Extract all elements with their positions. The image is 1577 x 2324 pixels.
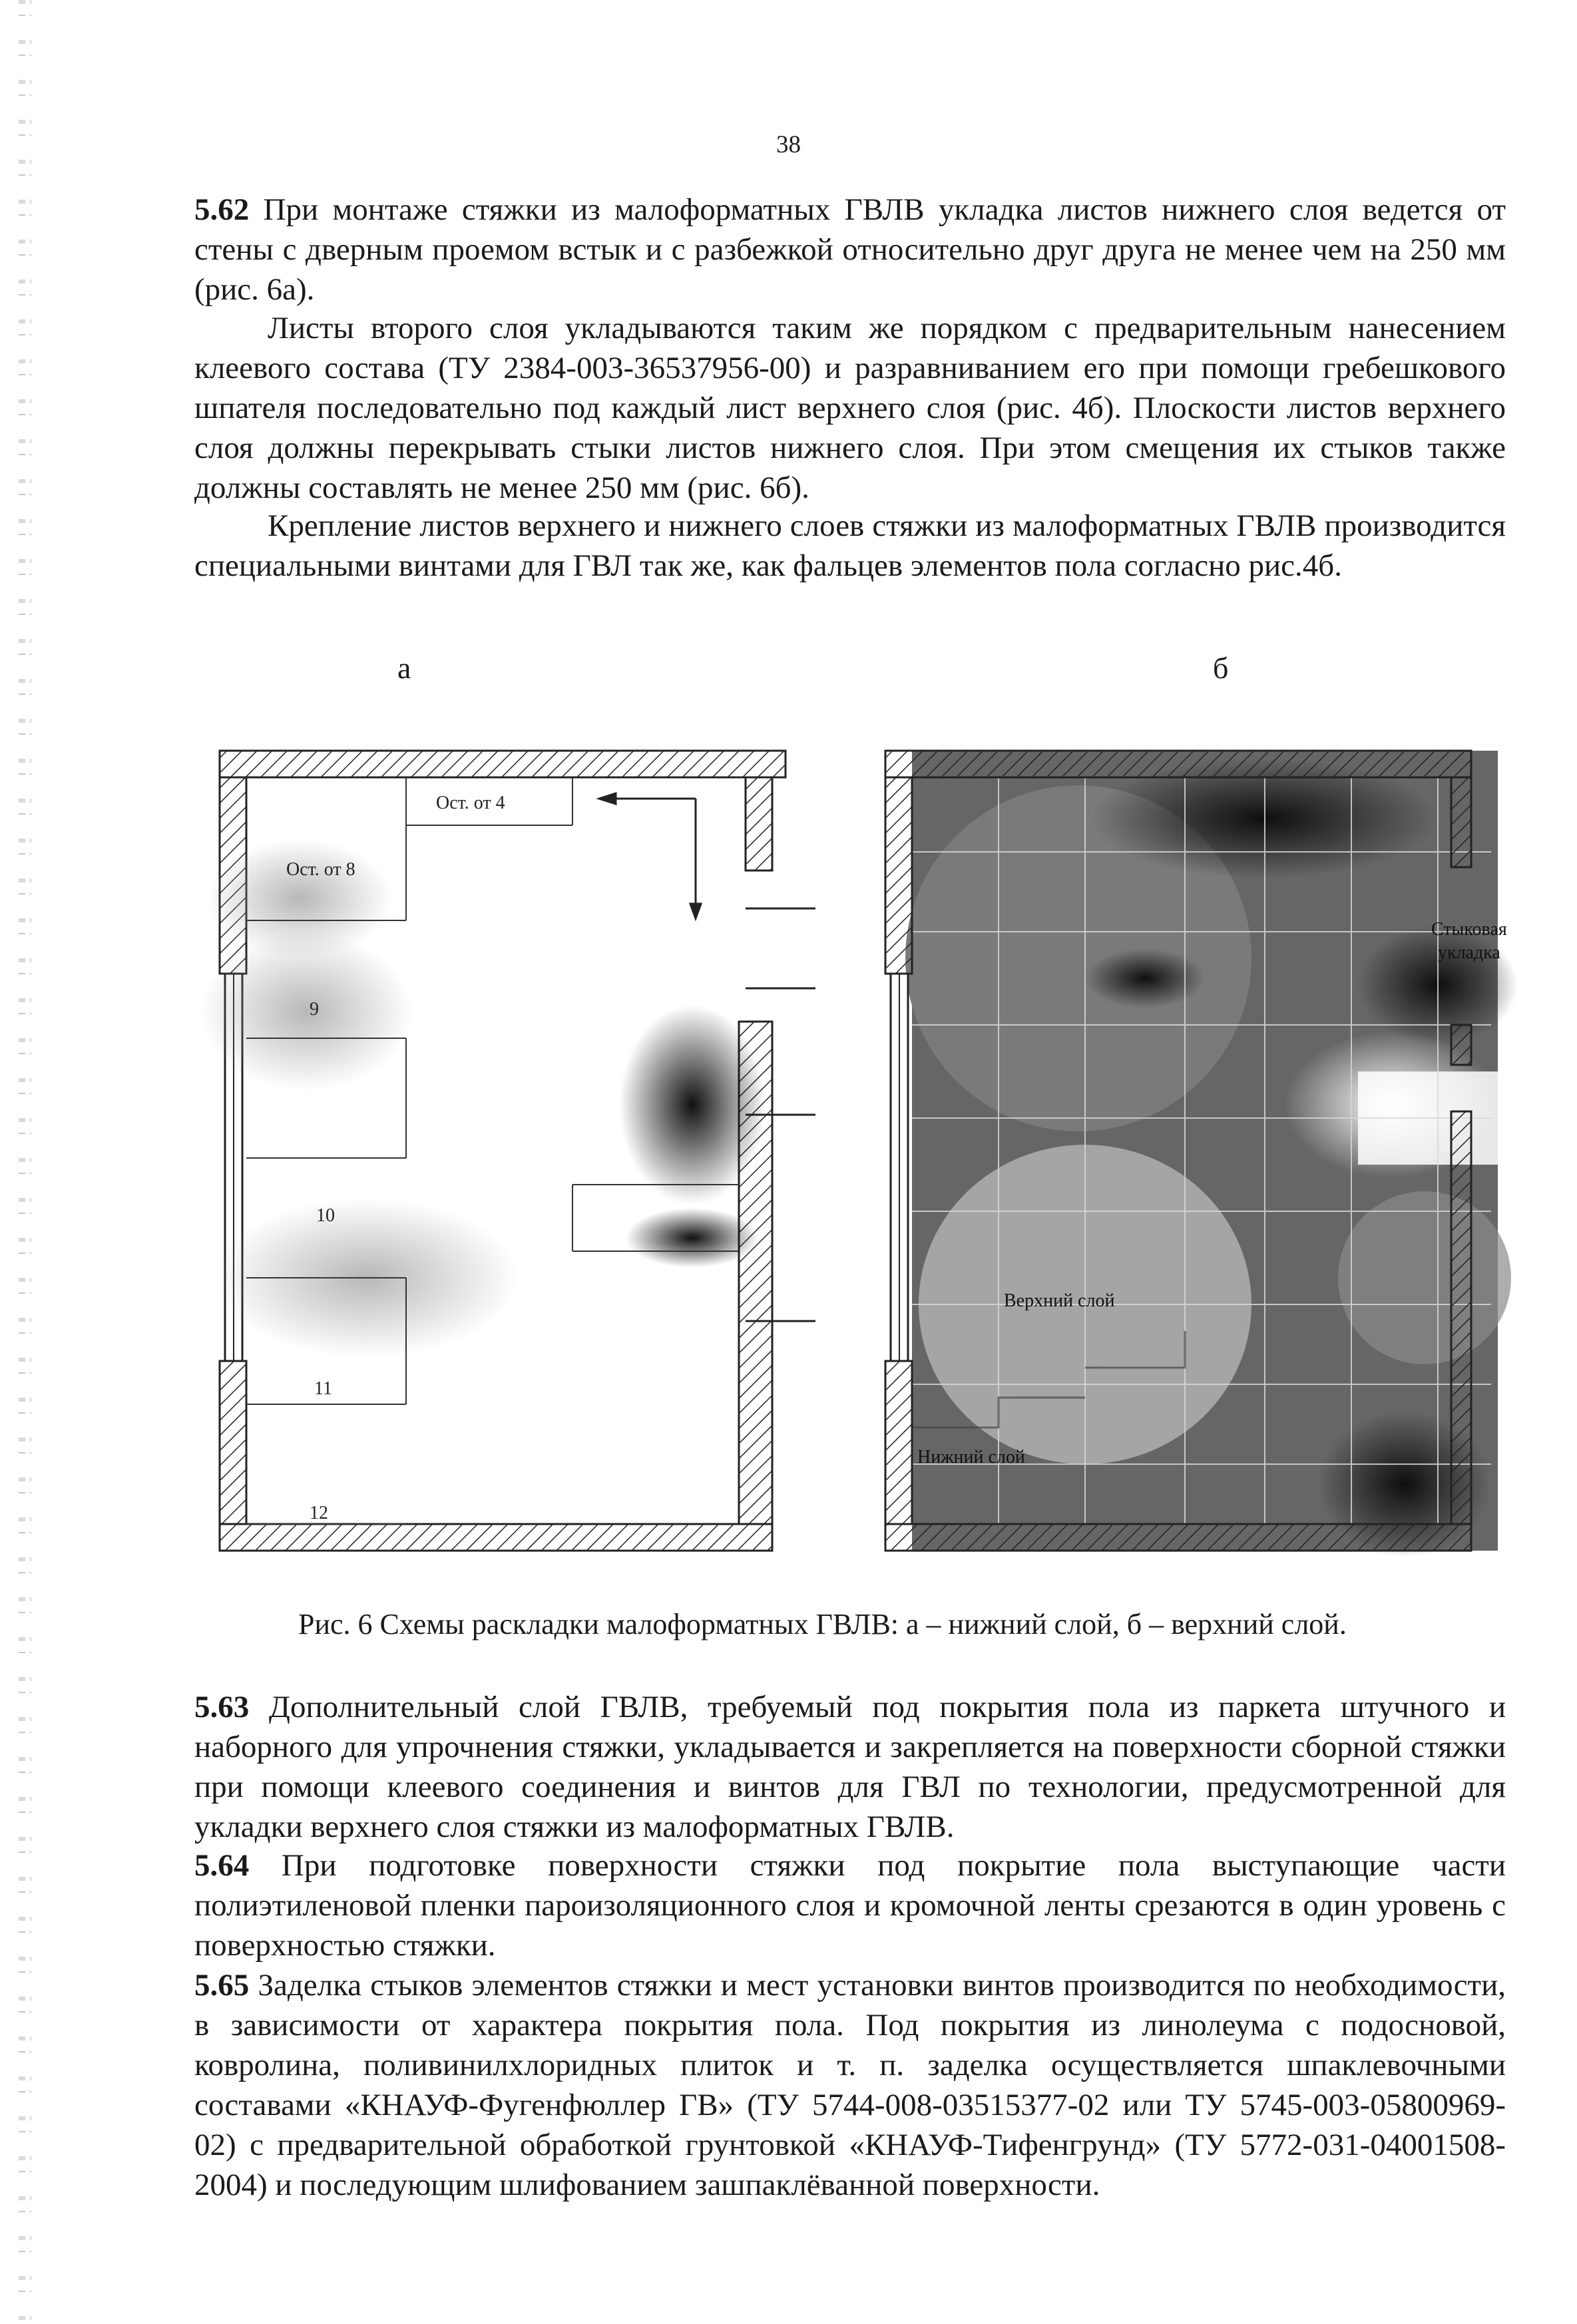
paragraph-5-62-fastening: Крепление листов верхнего и нижнего слоев стяжки из малоформатных ГВЛВ производится специальными винтами для ГВЛ так же, как фальцев элементов пола согласно рис.4б. (194, 508, 1506, 583)
right-wall-lower (1451, 1111, 1471, 1524)
clause-number: 5.62 (194, 192, 250, 227)
bottom-wall (885, 1524, 1471, 1551)
paragraph-5-65 (194, 1965, 1506, 2205)
scan-edge-artifact-secondary (29, 0, 32, 2324)
bottom-wall (220, 1524, 772, 1551)
clause-number: 5.63 (194, 1690, 250, 1724)
label-sheet-12: 12 (310, 1503, 328, 1523)
clause-text: При подготовке поверхности стяжки под покрытие пола выступающие части полиэтиленовой пленки пароизоляционного слоя и кромочной ленты срезаются в один уровень с поверхностью стяжки. (194, 1848, 1506, 1963)
label-sheet-10: 10 (316, 1205, 335, 1226)
figure-b-upper-layer-diagram (865, 732, 1531, 1571)
label-lower-layer: Нижний слой (917, 1447, 1025, 1467)
scan-edge-artifact (19, 0, 25, 2324)
label-sheet-9: 9 (310, 999, 319, 1020)
paragraph-5-64 (194, 1845, 1506, 1965)
figure-label-a: а (397, 651, 411, 685)
right-wall-upper (746, 777, 772, 871)
label-ost-8: Ост. от 8 (286, 859, 355, 880)
left-wall-lower (885, 1361, 912, 1524)
paragraph-5-63 (194, 1687, 1506, 1847)
page-number: 38 (776, 131, 801, 158)
clause-text: Заделка стыков элементов стяжки и мест установки винтов производится по необходимости, в зависимости от характера покрытия пола. Под покрытия из линолеума с подосновой, ковролина, поливинилхлоридных плиток и т. п. заделка осуществляется шпаклевочными составами «КНАУФ-Фугенфюллер ГВ» (ТУ 5744-008-03515377-02 или ТУ 5745-003-05800969-02) с предварительной обработкой грунтовкой «КНАУФ-Тифенгрунд» (ТУ 5772-031-04001508-2004) и последующим шлифованием зашпаклёванной поверхности. (194, 1968, 1506, 2202)
right-wall-upper (1451, 777, 1471, 867)
label-slot-line-1: Стыковая (1431, 919, 1507, 940)
clause-number: 5.64 (194, 1848, 250, 1883)
paragraph-5-62-second-layer: Листы второго слоя укладываются таким же порядком с предварительным нанесением клеевого состава (ТУ 2384-003-36537956-00) и разравниванием его при помощи гребешкового шпателя последовательно под каждый лист верхнего слоя (рис. 4б). Плоскости листов верхнего слоя должны перекрывать стыки листов нижнего слоя. При этом смещения их стыков также должны составлять не менее 250 мм (рис. 6б). (194, 311, 1506, 505)
paragraph-5-62 (194, 190, 1506, 309)
figure-caption: Рис. 6 Схемы раскладки малоформатных ГВЛВ: а – нижний слой, б – верхний слой. (298, 1608, 1347, 1641)
label-upper-layer: Верхний слой (1004, 1290, 1115, 1311)
figure-a-lower-layer-diagram (200, 732, 832, 1564)
clause-number: 5.65 (194, 1968, 250, 2003)
label-ost-4: Ост. от 4 (436, 793, 505, 813)
clause-text: При монтаже стяжки из малоформатных ГВЛВ укладка листов нижнего слоя ведется от стены с дверным проемом встык и с разбежкой относительно друг друга не менее чем на 250 мм (рис. 6а). (194, 192, 1506, 307)
clause-text: Дополнительный слой ГВЛВ, требуемый под покрытия пола из паркета штучного и наборного для упрочнения стяжки, укладывается и закрепляется на поверхности сборной стяжки при помощи клеевого соединения и винтов для ГВЛ по технологии, предусмотренной для укладки верхнего слоя стяжки из малоформатных ГВЛВ. (194, 1690, 1506, 1844)
label-sheet-11: 11 (314, 1378, 332, 1399)
left-wall-lower (220, 1361, 246, 1524)
right-wall-middle (1451, 1025, 1471, 1065)
top-wall (885, 751, 1471, 777)
label-slot-line-2: укладка (1438, 942, 1500, 963)
top-wall (220, 751, 786, 777)
left-wall-upper (885, 777, 912, 974)
figure-label-b: б (1213, 651, 1229, 685)
